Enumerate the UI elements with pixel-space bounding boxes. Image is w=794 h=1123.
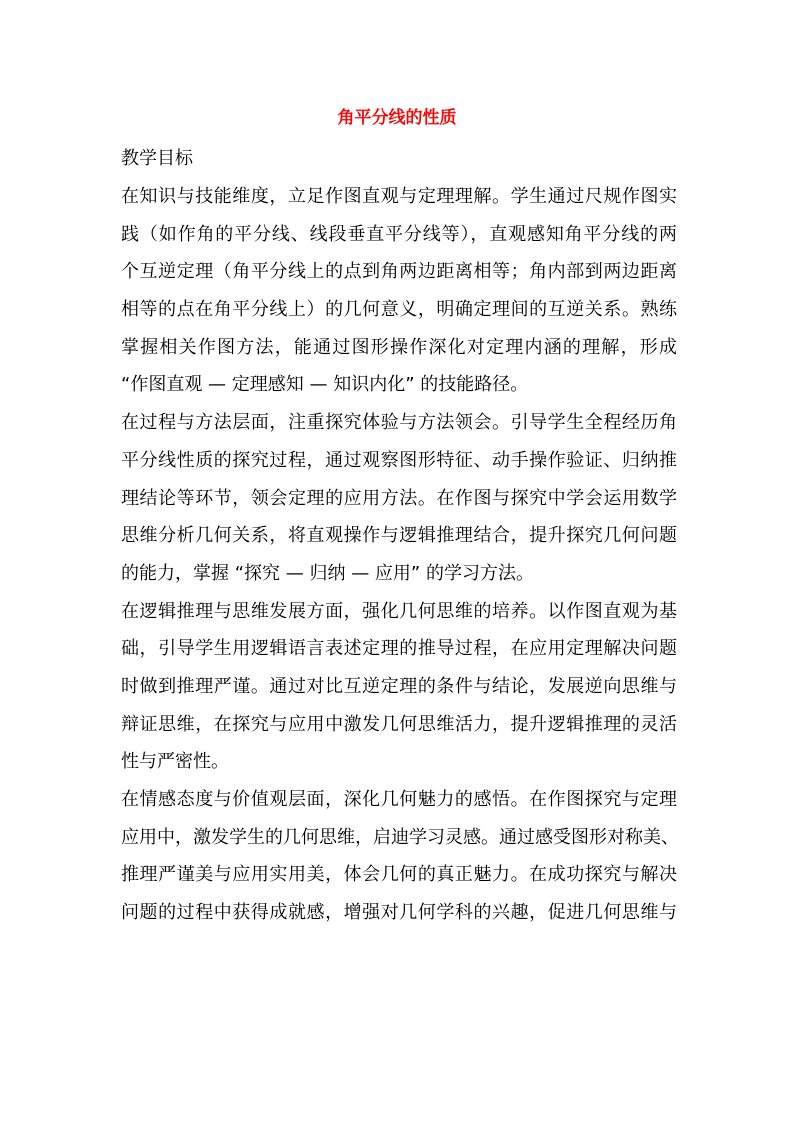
paragraph-3-line: 性与严密性。 xyxy=(121,751,229,773)
paragraph-1-line: “作图直观 — 定理感知 — 知识内化” 的技能路径。 xyxy=(121,374,529,396)
paragraph-4-line: 推理严谨美与应用实用美，体会几何的真正魅力。在成功探究与解决 xyxy=(121,864,677,886)
paragraph-1-line: 在知识与技能维度，立足作图直观与定理理解。学生通过尺规作图实 xyxy=(121,186,677,207)
paragraph-3-line: 时做到推理严谨。通过对比互逆定理的条件与结论，发展逆向思维与 xyxy=(121,675,677,697)
paragraph-3-line: 辩证思维，在探究与应用中激发几何思维活力，提升逻辑推理的灵活 xyxy=(121,713,677,735)
paragraph-1-line: 掌握相关作图方法，能通过图形操作深化对定理内涵的理解，形成 xyxy=(121,336,677,358)
paragraph-4-line: 应用中，激发学生的几何思维，启迪学习灵感。通过感受图形对称美、 xyxy=(121,826,679,848)
paragraph-2-line: 在过程与方法层面，注重探究体验与方法领会。引导学生全程经历角 xyxy=(121,412,677,434)
paragraph-2-line: 理结论等环节，领会定理的应用方法。在作图与探究中学会运用数学 xyxy=(121,487,677,509)
paragraph-3-line: 础，引导学生用逻辑语言表述定理的推导过程，在应用定理解决问题 xyxy=(121,638,677,660)
section-heading: 教学目标 xyxy=(121,148,193,169)
paragraph-2-line: 的能力，掌握 “探究 — 归纳 — 应用” 的学习方法。 xyxy=(121,562,534,584)
paragraph-4-line: 在情感态度与价值观层面，深化几何魅力的感悟。在作图探究与定理 xyxy=(121,789,677,810)
document-body xyxy=(121,184,677,938)
paragraph-4-line: 问题的过程中获得成就感，增强对几何学科的兴趣，促进几何思维与 xyxy=(121,902,677,924)
paragraph-3-line: 在逻辑推理与思维发展方面，强化几何思维的培养。以作图直观为基 xyxy=(121,600,677,622)
paragraph-1-line: 践（如作角的平分线、线段垂直平分线等），直观感知角平分线的两 xyxy=(121,223,677,245)
paragraph-1-line: 个互逆定理（角平分线上的点到角两边距离相等；角内部到两边距离 xyxy=(121,261,677,283)
paragraph-2-line: 思维分析几何关系，将直观操作与逻辑推理结合，提升探究几何问题 xyxy=(121,525,677,547)
paragraph-1-line: 相等的点在角平分线上）的几何意义，明确定理间的互逆关系。熟练 xyxy=(121,299,677,321)
paragraph-2-line: 平分线性质的探究过程，通过观察图形特征、动手操作验证、归纳推 xyxy=(121,449,677,471)
document-title: 角平分线的性质 xyxy=(337,108,457,128)
